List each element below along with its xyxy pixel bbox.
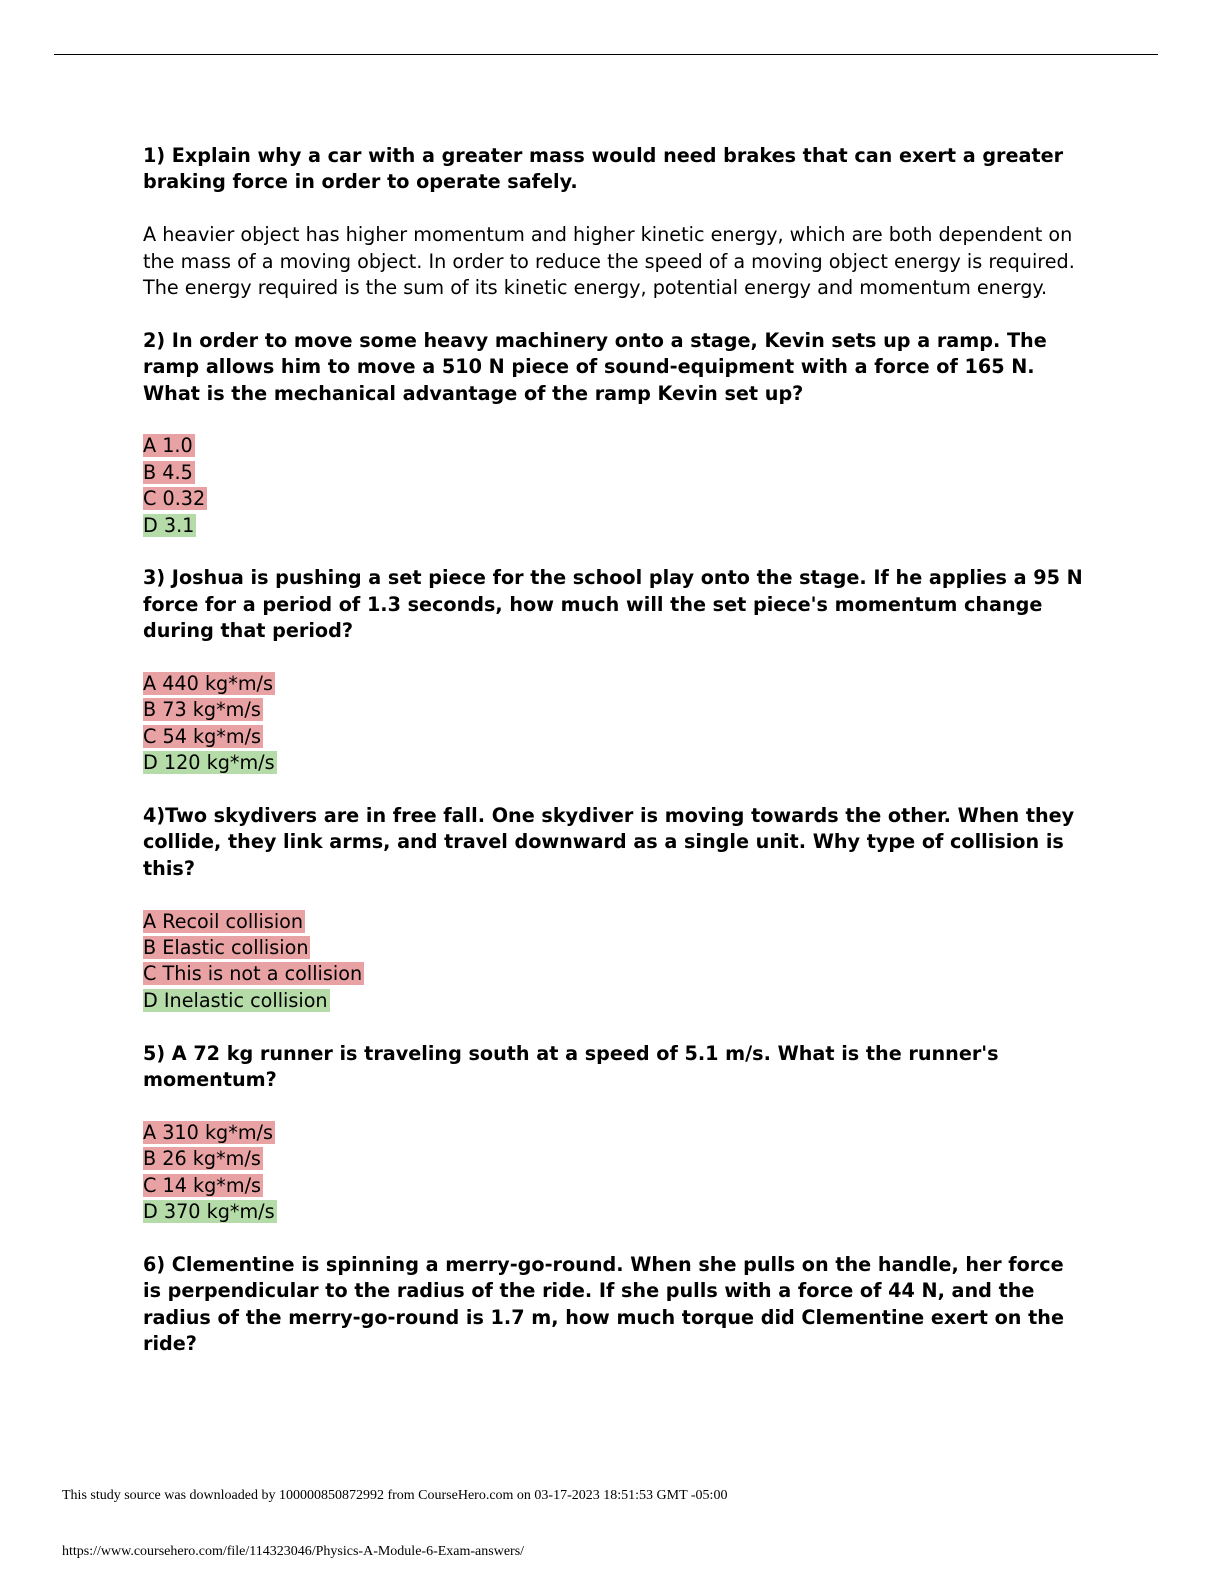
option-d-correct bbox=[143, 988, 1083, 1014]
question-prompt: 5) A 72 kg runner is traveling south at a speed of 5.1 m/s. What is the runner's momentum? bbox=[143, 1041, 999, 1092]
option-label: B 4.5 bbox=[143, 460, 193, 484]
question-prompt: 2) In order to move some heavy machinery onto a stage, Kevin sets up a ramp. The ramp allows him to move a 510 N piece of sound-equipment with a force of 165 N. What is the mechanical advantage of the ramp Kevin set up? bbox=[143, 328, 1047, 405]
written-answer: A heavier object has higher momentum and higher kinetic energy, which are both dependent on the mass of a moving object. In order to reduce the speed of a moving object energy is required. The energy required is the sum of its kinetic energy, potential energy and momentum energy. bbox=[143, 223, 1075, 300]
option-c bbox=[143, 1173, 1083, 1199]
option-b bbox=[143, 697, 1083, 723]
option-label: C 0.32 bbox=[143, 487, 206, 511]
option-label: C This is not a collision bbox=[143, 962, 363, 986]
option-label: A 310 kg*m/s bbox=[143, 1120, 273, 1144]
question-3 bbox=[143, 565, 1083, 776]
option-label: A Recoil collision bbox=[143, 909, 304, 933]
option-c bbox=[143, 486, 1083, 512]
option-label: A 440 kg*m/s bbox=[143, 672, 273, 696]
option-label: D 370 kg*m/s bbox=[143, 1200, 275, 1224]
option-b bbox=[143, 1146, 1083, 1172]
top-divider bbox=[54, 54, 1158, 55]
question-prompt: 3) Joshua is pushing a set piece for the school play onto the stage. If he applies a 95 N force for a period of 1.3 seconds, how much will the set piece's momentum change during that period? bbox=[143, 566, 1083, 643]
option-d-correct bbox=[143, 1199, 1083, 1225]
answer-options bbox=[143, 671, 1083, 777]
option-label: A 1.0 bbox=[143, 434, 193, 458]
question-prompt: 6) Clementine is spinning a merry-go-round. When she pulls on the handle, her force is perpendicular to the radius of the ride. If she pulls with a force of 44 N, and the radius of the merry-go-round is 1.7 m, how much torque did Clementine exert on the ride? bbox=[143, 1252, 1064, 1356]
option-d-correct bbox=[143, 513, 1083, 539]
option-label: B 26 kg*m/s bbox=[143, 1147, 261, 1171]
option-label: D 3.1 bbox=[143, 513, 195, 537]
question-6 bbox=[143, 1252, 1083, 1358]
option-label: D Inelastic collision bbox=[143, 988, 328, 1012]
question-prompt: 4)Two skydivers are in free fall. One skydiver is moving towards the other. When they collide, they link arms, and travel downward as a single unit. Why type of collision is this? bbox=[143, 804, 1075, 880]
option-label: B Elastic collision bbox=[143, 936, 309, 960]
question-4 bbox=[143, 803, 1083, 1014]
option-a bbox=[143, 1120, 1083, 1146]
option-label: C 54 kg*m/s bbox=[143, 724, 262, 748]
download-source-notice: This study source was downloaded by 100000850872992 from CourseHero.com on 03-17-2023 18:51:53 GMT -05:00 bbox=[62, 1488, 728, 1503]
answer-options bbox=[143, 433, 1083, 539]
option-label: C 14 kg*m/s bbox=[143, 1173, 262, 1197]
option-d-correct bbox=[143, 750, 1083, 776]
question-1 bbox=[143, 143, 1083, 301]
option-a bbox=[143, 671, 1083, 697]
question-5 bbox=[143, 1041, 1083, 1226]
answer-options bbox=[143, 1120, 1083, 1226]
option-a bbox=[143, 433, 1083, 459]
source-url: https://www.coursehero.com/file/114323046/Physics-A-Module-6-Exam-answers/ bbox=[62, 1544, 525, 1559]
option-label: B 73 kg*m/s bbox=[143, 698, 261, 722]
option-a bbox=[143, 909, 1083, 935]
exam-content bbox=[143, 143, 1083, 1358]
question-prompt: 1) Explain why a car with a greater mass would need brakes that can exert a greater braking force in order to operate safely. bbox=[143, 144, 1064, 194]
option-c bbox=[143, 724, 1083, 750]
option-b bbox=[143, 935, 1083, 961]
option-label: D 120 kg*m/s bbox=[143, 751, 275, 775]
option-c bbox=[143, 961, 1083, 987]
answer-options bbox=[143, 909, 1083, 1015]
question-2 bbox=[143, 328, 1083, 539]
option-b bbox=[143, 460, 1083, 486]
